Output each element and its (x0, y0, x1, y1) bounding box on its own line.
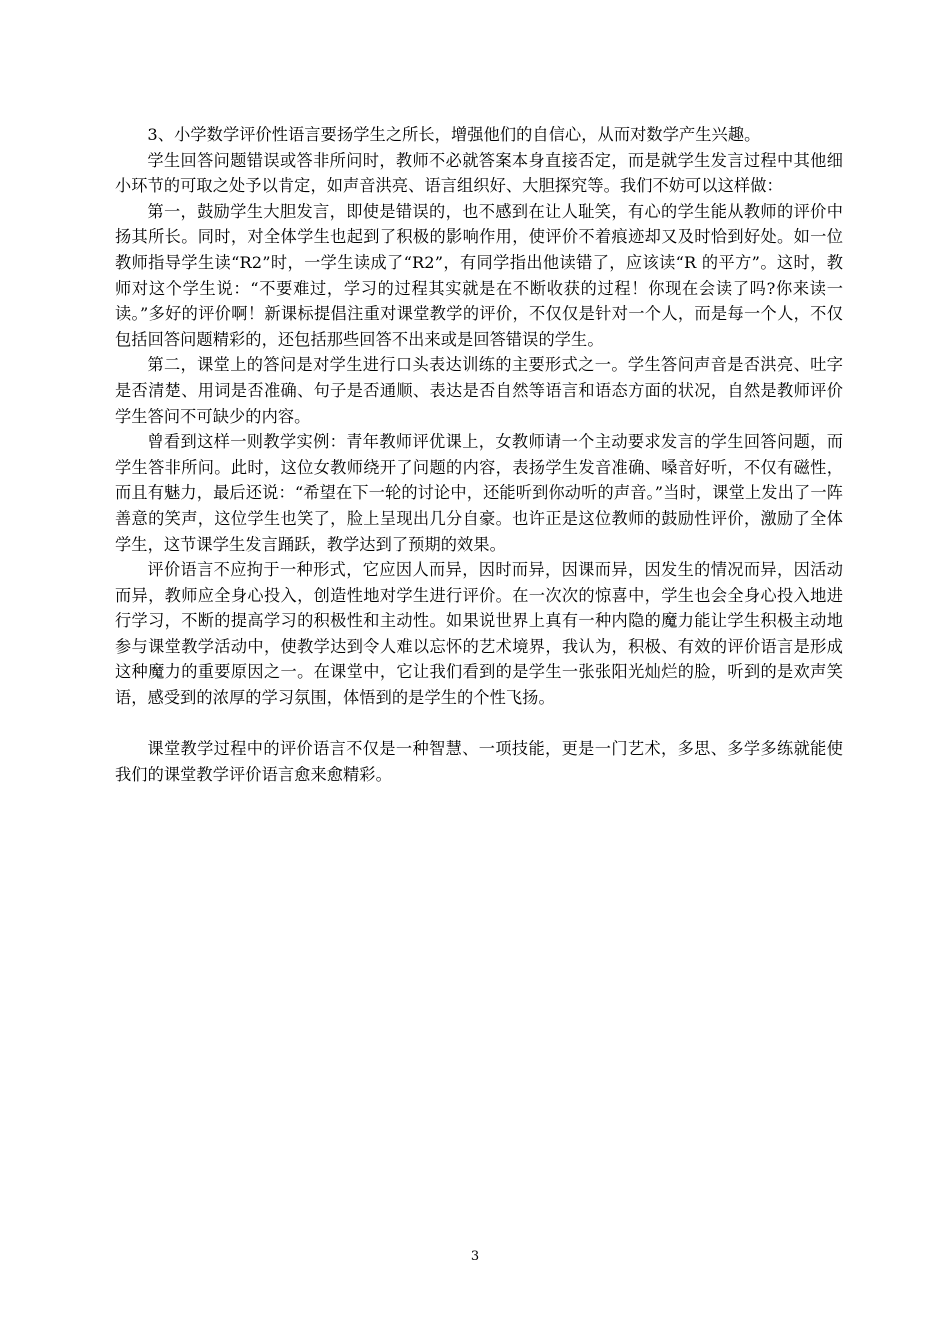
paragraph-first-point: 第一，鼓励学生大胆发言，即使是错误的，也不感到在让人耻笑，有心的学生能从教师的评价中扬其所长。同时，对全体学生也起到了积极的影响作用，使评价不着痕迹却又及时恰到好处。如一位教师指导学生读“R2”时，一学生读成了“R2”，有同学指出他读错了，应该读“R 的平方”。这时，教师对这个学生说：“不要难过，学习的过程其实就是在不断收获的过程！你现在会读了吗?你来读一读。”多好的评价啊！新课标提倡注重对课堂教学的评价，不仅仅是针对一个人，而是每一个人，不仅包括回答问题精彩的，还包括那些回答不出来或是回答错误的学生。 (115, 201, 843, 349)
paragraph-spacer (115, 711, 843, 737)
paragraph-second-point: 第二，课堂上的答问是对学生进行口头表达训练的主要形式之一。学生答问声音是否洪亮、吐字是否清楚、用词是否准确、句子是否通顺、表达是否自然等语言和语态方面的状况，自然是教师评价学生答问不可缺少的内容。 (115, 355, 843, 426)
paragraph-intro: 学生回答问题错误或答非所问时，教师不必就答案本身直接否定，而是就学生发言过程中其他细小环节的可取之处予以肯定，如声音洪亮、语言组织好、大胆探究等。我们不妨可以这样做： (115, 150, 843, 196)
document-body (115, 122, 843, 787)
page-number: 3 (470, 1249, 480, 1264)
paragraph-heading-3: 3、小学数学评价性语言要扬学生之所长，增强他们的自信心，从而对数学产生兴趣。 (147, 125, 761, 144)
paragraph-conclusion: 课堂教学过程中的评价语言不仅是一种智慧、一项技能，更是一门艺术，多思、多学多练就能使我们的课堂教学评价语言愈来愈精彩。 (115, 739, 843, 784)
paragraph-evaluation-language: 评价语言不应拘于一种形式，它应因人而异，因时而异，因课而异，因发生的情况而异，因活动而异，教师应全身心投入，创造性地对学生进行评价。在一次次的惊喜中，学生也会全身心投入地进行学习，不断的提高学习的积极性和主动性。如果说世界上真有一种内隐的魔力能让学生积极主动地参与课堂教学活动中，使教学达到令人难以忘怀的艺术境界，我认为，积极、有效的评价语言是形成这种魔力的重要原因之一。在课堂中，它让我们看到的是学生一张张阳光灿烂的脸，听到的是欢声笑语，感受到的浓厚的学习氛围，体悟到的是学生的个性飞扬。 (115, 560, 843, 708)
paragraph-example: 曾看到这样一则教学实例：青年教师评优课上，女教师请一个主动要求发言的学生回答问题，而学生答非所问。此时，这位女教师绕开了问题的内容，表扬学生发音准确、嗓音好听，不仅有磁性，而且有魅力，最后还说：“希望在下一轮的讨论中，还能听到你动听的声音。”当时，课堂上发出了一阵善意的笑声，这位学生也笑了，脸上呈现出几分自豪。也许正是这位教师的鼓励性评价，激励了全体学生，这节课学生发言踊跃，教学达到了预期的效果。 (115, 432, 843, 554)
